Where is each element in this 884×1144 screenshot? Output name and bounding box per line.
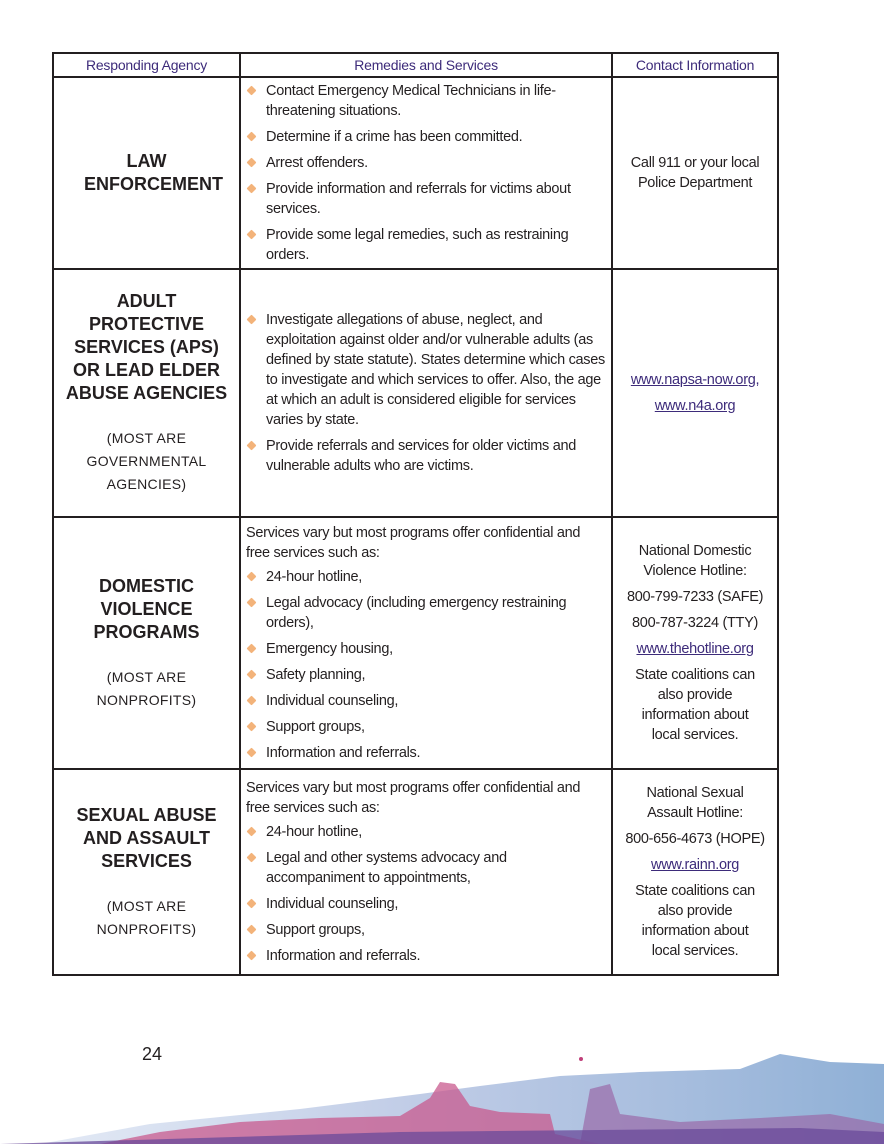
header-remedies-services: Remedies and Services <box>240 53 612 77</box>
diamond-bullet-icon <box>247 670 257 680</box>
diamond-bullet-icon <box>247 748 257 758</box>
remedies-cell <box>240 517 612 769</box>
diamond-bullet-icon <box>247 644 257 654</box>
list-item: Individual counseling, <box>246 691 607 711</box>
list-item: Contact Emergency Medical Technicians in life-threatening situations. <box>246 81 607 121</box>
diamond-bullet-icon <box>247 132 257 142</box>
tty-phone: 800-787-3224 (TTY) <box>632 615 759 631</box>
table-row-domestic-violence-programs <box>53 517 778 769</box>
list-item: Emergency housing, <box>246 639 607 659</box>
diamond-bullet-icon <box>247 86 257 96</box>
diamond-bullet-icon <box>247 899 257 909</box>
diamond-bullet-icon <box>247 441 257 451</box>
list-item: Investigate allegations of abuse, neglect, and exploitation against older and/or vulnerable adults (as defined by state statute). States determine which cases to investigate and which services to offer. Also, the age at which an adult is considered eligible for services varies by state. <box>246 310 607 430</box>
diamond-bullet-icon <box>247 853 257 863</box>
contact-cell <box>612 269 778 517</box>
diamond-bullet-icon <box>247 827 257 837</box>
remedies-list <box>246 81 607 265</box>
agency-name: LAW ENFORCEMENT <box>84 151 223 194</box>
list-item: Legal and other systems advocacy and accompaniment to appointments, <box>246 848 607 888</box>
list-item: Safety planning, <box>246 665 607 685</box>
list-item: Provide some legal remedies, such as restraining orders. <box>246 225 607 265</box>
rainn-link[interactable]: www.rainn.org <box>651 857 740 873</box>
agency-cell <box>53 517 240 769</box>
agency-subtitle: (MOST ARE NONPROFITS) <box>96 668 197 708</box>
diamond-bullet-icon <box>247 696 257 706</box>
contact-cell <box>612 517 778 769</box>
list-item: 24-hour hotline, <box>246 567 607 587</box>
list-item: Individual counseling, <box>246 894 607 914</box>
list-item: Legal advocacy (including emergency restraining orders), <box>246 593 607 633</box>
agency-subtitle: (MOST ARE NONPROFITS) <box>96 897 197 937</box>
remedies-cell <box>240 77 612 269</box>
agency-cell <box>53 269 240 517</box>
contact-cell <box>612 77 778 269</box>
list-item: Arrest offenders. <box>246 153 607 173</box>
agency-name: ADULT PROTECTIVE SERVICES (APS) OR LEAD ELDER ABUSE AGENCIES <box>65 291 228 403</box>
table-row-sexual-abuse-services <box>53 769 778 975</box>
state-coalitions-note: State coalitions can also provide information about local services. <box>635 667 755 743</box>
list-item: 24-hour hotline, <box>246 822 607 842</box>
page-number: 24 <box>142 1044 163 1064</box>
thehotline-link[interactable]: www.thehotline.org <box>636 641 754 657</box>
list-item: Provide information and referrals for victims about services. <box>246 179 607 219</box>
agency-name: SEXUAL ABUSE AND ASSAULT SERVICES <box>76 804 217 871</box>
list-item: Provide referrals and services for older victims and vulnerable adults who are victims. <box>246 436 607 476</box>
list-item: Information and referrals. <box>246 946 607 966</box>
list-item: Information and referrals. <box>246 743 607 763</box>
responding-agencies-table <box>52 52 779 976</box>
remedies-cell <box>240 769 612 975</box>
table-row-adult-protective-services <box>53 269 778 517</box>
state-coalitions-note: State coalitions can also provide information about local services. <box>635 883 755 959</box>
hotline-name: National Sexual Assault Hotline: <box>646 785 744 821</box>
diamond-bullet-icon <box>247 184 257 194</box>
hotline-phone: 800-799-7233 (SAFE) <box>626 589 764 605</box>
n4a-link[interactable]: www.n4a.org <box>654 398 736 414</box>
list-item: Support groups, <box>246 920 607 940</box>
contact-cell <box>612 769 778 975</box>
agency-cell <box>53 77 240 269</box>
napsa-link[interactable]: www.napsa-now.org, <box>630 372 760 388</box>
diamond-bullet-icon <box>247 158 257 168</box>
remedies-list <box>246 567 607 763</box>
remedies-intro: Services vary but most programs offer confidential and free services such as: <box>246 525 581 561</box>
header-responding-agency: Responding Agency <box>53 53 240 77</box>
diamond-bullet-icon <box>247 230 257 240</box>
remedies-list <box>246 310 607 476</box>
diamond-bullet-icon <box>247 925 257 935</box>
diamond-bullet-icon <box>247 315 257 325</box>
list-item: Support groups, <box>246 717 607 737</box>
diamond-bullet-icon <box>247 572 257 582</box>
header-contact-information: Contact Information <box>612 53 778 77</box>
remedies-list <box>246 822 607 966</box>
agency-subtitle: (MOST ARE GOVERNMENTAL AGENCIES) <box>86 430 207 492</box>
hotline-phone: 800-656-4673 (HOPE) <box>625 831 765 847</box>
contact-text: Call 911 or your local Police Department <box>630 155 760 191</box>
diamond-bullet-icon <box>247 722 257 732</box>
table-row-law-enforcement <box>53 77 778 269</box>
agency-cell <box>53 769 240 975</box>
table-header-row <box>53 53 778 77</box>
hotline-name: National Domestic Violence Hotline: <box>638 543 752 579</box>
remedies-cell <box>240 269 612 517</box>
list-item: Determine if a crime has been committed. <box>246 127 607 147</box>
diamond-bullet-icon <box>247 598 257 608</box>
agency-name: DOMESTIC VIOLENCE PROGRAMS <box>93 575 200 642</box>
diamond-bullet-icon <box>247 951 257 961</box>
remedies-intro: Services vary but most programs offer confidential and free services such as: <box>246 780 581 816</box>
watercolor-decoration <box>0 1014 884 1144</box>
